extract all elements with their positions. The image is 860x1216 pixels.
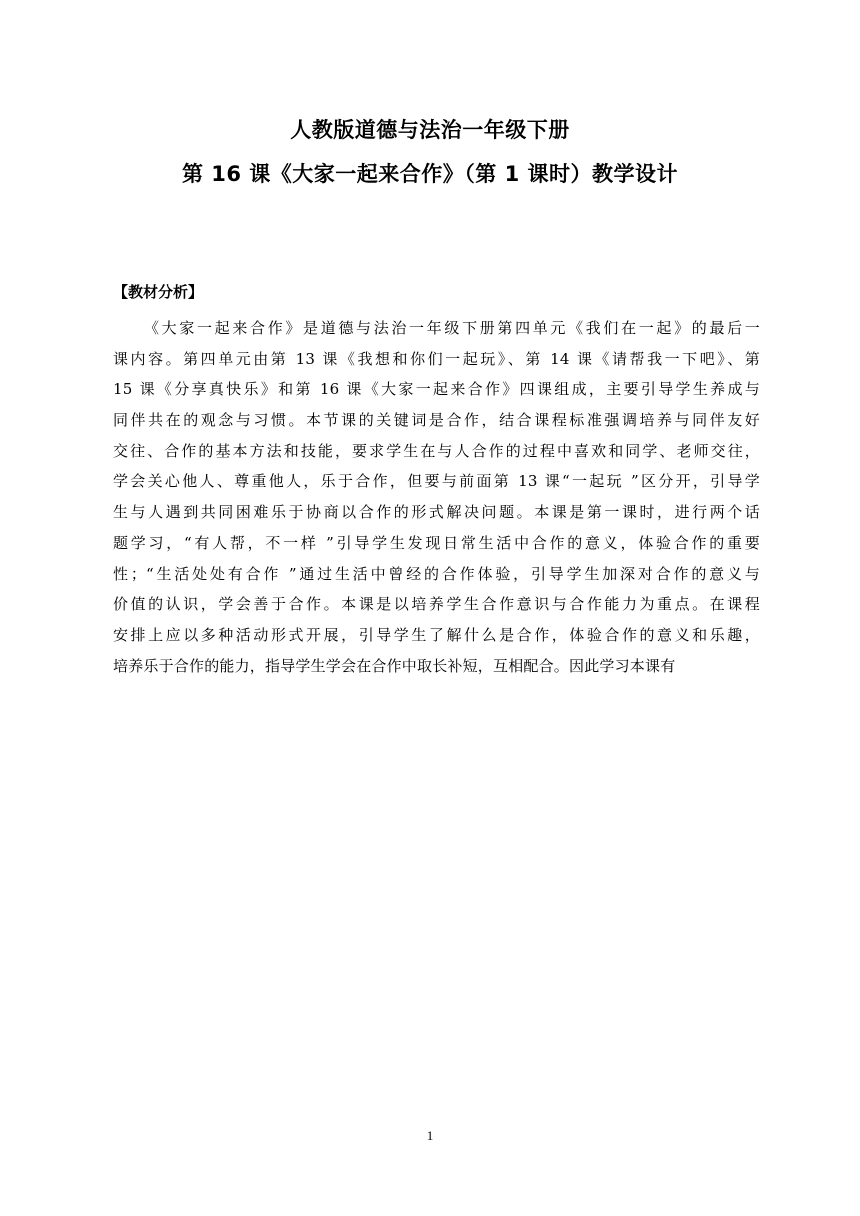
paragraph-line: 学会关心他人、尊重他人，乐于合作，但要与前面第 13 课“一起玩 ”区分开，引导学 [113, 472, 760, 491]
section-heading: 【教材分析】 [113, 283, 204, 301]
body-paragraph [113, 313, 760, 681]
document-title: 人教版道德与法治一年级下册 [290, 118, 570, 142]
paragraph-line: 《大家一起来合作》是道德与法治一年级下册第四单元《我们在一起》的最后一 [144, 319, 760, 337]
paragraph-line: 培养乐于合作的能力，指导学生学会在合作中取长补短，互相配合。因此学习本课有 [113, 656, 676, 675]
paragraph-line: 15 课《分享真快乐》和第 16 课《大家一起来合作》四课组成，主要引导学生养成与 [113, 380, 760, 399]
paragraph-line: 交往、合作的基本方法和技能，要求学生在与人合作的过程中喜欢和同学、老师交往， [113, 441, 760, 460]
paragraph-line: 生与人遇到共同困难乐于协商以合作的形式解决问题。本课是第一课时，进行两个话 [113, 503, 760, 522]
paragraph-line: 安排上应以多种活动形式开展，引导学生了解什么是合作，体验合作的意义和乐趣， [113, 625, 760, 644]
paragraph-line: 课内容。第四单元由第 13 课《我想和你们一起玩》、第 14 课《请帮我一下吧》、第 [113, 349, 760, 368]
paragraph-line: 题学习，“有人帮，不一样 ”引导学生发现日常生活中合作的意义，体验合作的重要 [113, 533, 760, 552]
document-subtitle: 第 16 课《大家一起来合作》（第 1 课时）教学设计 [181, 162, 679, 186]
paragraph-line: 价值的认识，学会善于合作。本课是以培养学生合作意识与合作能力为重点。在课程 [113, 595, 760, 614]
paragraph-line: 同伴共在的观念与习惯。本节课的关键词是合作，结合课程标准强调培养与同伴友好 [113, 411, 760, 430]
page-number: 1 [426, 1128, 434, 1143]
paragraph-line: 性；“生活处处有合作 ”通过生活中曾经的合作体验，引导学生加深对合作的意义与 [113, 564, 760, 583]
